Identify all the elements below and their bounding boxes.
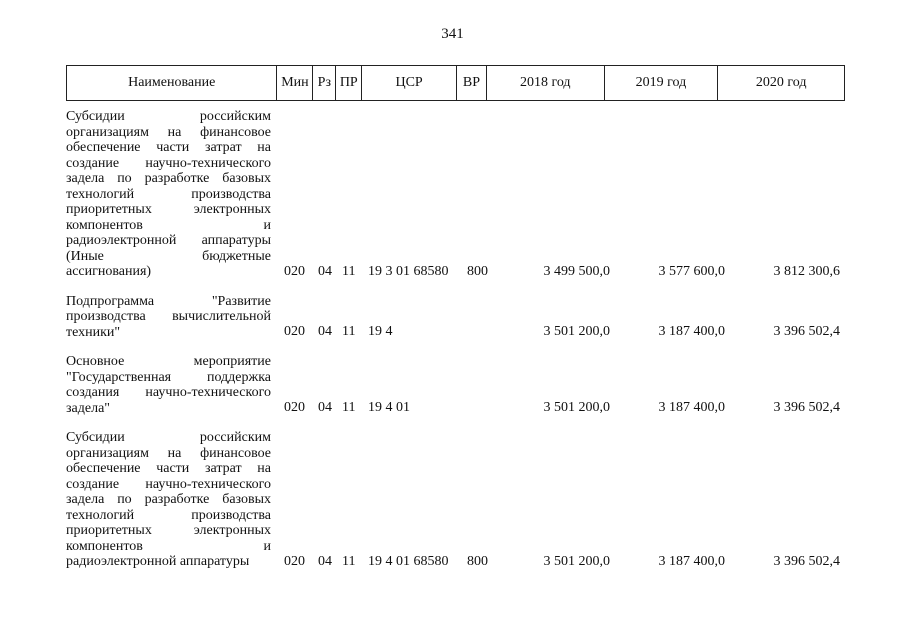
cell-2020: 3 396 502,4 [773,324,840,339]
row-name-line: обеспечение части затрат на [66,461,271,476]
row-name-line: создания научно-технического [66,385,271,400]
table-row [66,354,856,416]
table-row [66,294,856,341]
cell-pr: 11 [342,324,356,339]
table-row [66,109,856,280]
header-2020: 2020 год [755,75,807,90]
header-2018: 2018 год [487,66,605,100]
cell-min: 020 [284,324,305,339]
row-name-line: технологий производства [66,507,271,523]
row-name-line: задела по разработке базовых [66,492,271,507]
row-name-line: приоритетных электронных [66,202,271,217]
cell-min: 020 [284,553,305,569]
cell-rz: 04 [318,263,332,279]
cell-2019: 3 577 600,0 [658,263,725,279]
cell-2020: 3 396 502,4 [773,553,840,569]
cell-csr: 19 4 01 68580 [368,553,449,569]
row-name-line: радиоэлектронной аппаратуры [66,554,250,569]
row-name-line: (Иные бюджетные [66,248,271,264]
cell-2020: 3 396 502,4 [773,400,840,415]
row-name-line: производства вычислительной [66,309,271,324]
header-min: Мин [277,66,313,100]
header-pr: ПР [336,66,362,100]
cell-csr: 19 3 01 68580 [368,263,449,279]
cell-2018: 3 499 500,0 [543,263,610,279]
page-number: 341 [441,26,464,42]
cell-2018: 3 501 200,0 [543,553,610,569]
cell-csr: 19 4 [368,324,393,339]
cell-2018: 3 501 200,0 [543,400,610,415]
cell-min: 020 [284,400,305,415]
row-name-line: задела" [66,400,110,416]
row-name-line: ассигнования) [66,264,152,279]
row-name-line: радиоэлектронной аппаратуры [66,233,271,248]
row-name [66,430,271,570]
cell-2019: 3 187 400,0 [658,324,725,339]
row-name-line: Основное мероприятие [66,354,271,369]
row-name-line: организациям на финансовое [66,445,271,461]
row-name [66,109,271,280]
row-name-line: организациям на финансовое [66,124,271,140]
cell-min: 020 [284,263,305,279]
table-row [66,430,856,570]
cell-rz: 04 [318,400,332,415]
row-name-line: технологий производства [66,186,271,202]
row-values [66,554,856,570]
cell-2018: 3 501 200,0 [543,324,610,339]
cell-pr: 11 [342,263,356,279]
header-rz: Рз [313,66,336,100]
row-name-line: компонентов и [66,538,271,554]
row-name-line: создание научно-технического [66,476,271,492]
row-name-line: Субсидии российским [66,109,271,124]
header-vr: ВР [457,66,487,100]
row-values [66,324,856,340]
table-header [66,65,845,101]
cell-vr: 800 [467,263,488,279]
cell-pr: 11 [342,553,356,569]
row-name-line: компонентов и [66,217,271,233]
table-body [66,109,856,584]
cell-2019: 3 187 400,0 [658,553,725,569]
header-name: Наименование [67,66,277,100]
cell-pr: 11 [342,400,356,415]
row-name-line: создание научно-технического [66,155,271,171]
row-name-line: приоритетных электронных [66,523,271,538]
header-csr: ЦСР [362,66,457,100]
row-name-line: техники" [66,324,121,340]
cell-rz: 04 [318,553,332,569]
header-2019: 2019 год [605,66,719,100]
row-name-line: Субсидии российским [66,430,271,445]
row-values [66,264,856,280]
cell-2020: 3 812 300,6 [773,263,840,279]
cell-2019: 3 187 400,0 [658,400,725,415]
cell-rz: 04 [318,324,332,339]
cell-csr: 19 4 01 [368,400,410,415]
row-values [66,400,856,416]
row-name-line: "Государственная поддержка [66,369,271,385]
row-name-line: обеспечение части затрат на [66,140,271,155]
row-name-line: задела по разработке базовых [66,171,271,186]
row-name-line: Подпрограмма "Развитие [66,293,271,309]
cell-vr: 800 [467,553,488,569]
